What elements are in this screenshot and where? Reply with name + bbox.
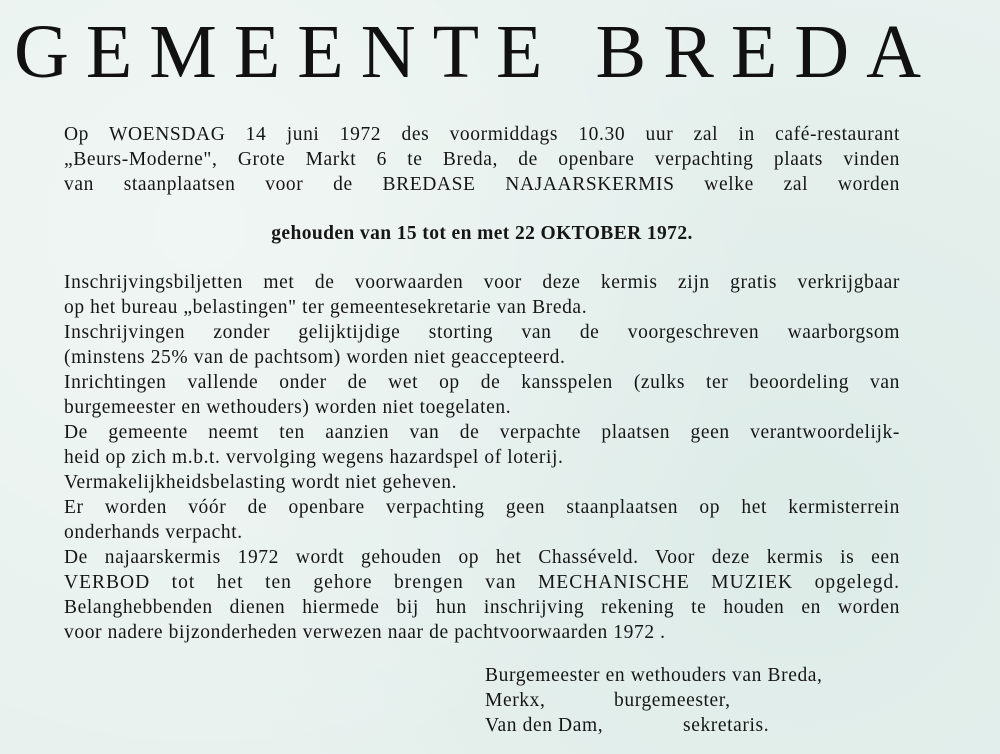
body-line: (minstens 25% van de pachtsom) worden niet geaccepteerd. [64,347,566,368]
body-line: Vermakelijkheidsbelasting wordt niet geheven. [64,472,458,493]
body-line: De najaarskermis 1972 wordt gehouden op het Chasséveld. Voor deze kermis is een [64,547,900,568]
signature-row-secretary [485,713,905,738]
intro-paragraph [64,122,900,197]
secretary-name: Van den Dam, [485,715,604,736]
signature-row-mayor [485,688,905,713]
body-line: op het bureau „belastingen" ter gemeentesekretarie van Breda. [64,297,588,318]
body-line: Belanghebbenden dienen hiermede bij hun inschrijving rekening te houden en worden [64,597,900,618]
fair-dates-line: gehouden van 15 tot en met 22 OKTOBER 1972. [271,223,693,244]
intro-line: „Beurs-Moderne", Grote Markt 6 te Breda, de openbare verpachting plaats vinden [64,149,900,170]
signature-heading: Burgemeester en wethouders van Breda, [485,665,823,686]
signature-block [485,663,905,738]
body-line: De gemeente neemt ten aanzien van de verpachte plaatsen geen verantwoordelijk- [64,422,900,443]
conditions-body [64,270,900,645]
body-line: Inrichtingen vallende onder de wet op de kansspelen (zulks ter beoordeling van [64,372,900,393]
intro-line: Op WOENSDAG 14 juni 1972 des voormiddags 10.30 uur zal in café-restaurant [64,124,900,145]
body-line: voor nadere bijzonderheden verwezen naar de pachtvoorwaarden 1972 . [64,622,666,643]
body-line: burgemeester en wethouders) worden niet toegelaten. [64,397,512,418]
mayor-role: burgemeester, [614,690,731,711]
body-line: Er worden vóór de openbare verpachting geen staanplaatsen op het kermisterrein [64,497,900,518]
body-line: Inschrijvingen zonder gelijktijdige storting van de voorgeschreven waarborgsom [64,322,900,343]
secretary-role: sekretaris. [683,715,770,736]
body-line: onderhands verpacht. [64,522,243,543]
notice-title: GEMEENTE BREDA [14,10,939,94]
body-line: Inschrijvingsbiljetten met de voorwaarden voor deze kermis zijn gratis verkrijgbaar [64,272,900,293]
mayor-name: Merkx, [485,690,546,711]
intro-line: van staanplaatsen voor de BREDASE NAJAARSKERMIS welke zal worden [64,174,900,195]
body-line: VERBOD tot het ten gehore brengen van MECHANISCHE MUZIEK opgelegd. [64,572,900,593]
body-line: heid op zich m.b.t. vervolging wegens hazardspel of loterij. [64,447,564,468]
